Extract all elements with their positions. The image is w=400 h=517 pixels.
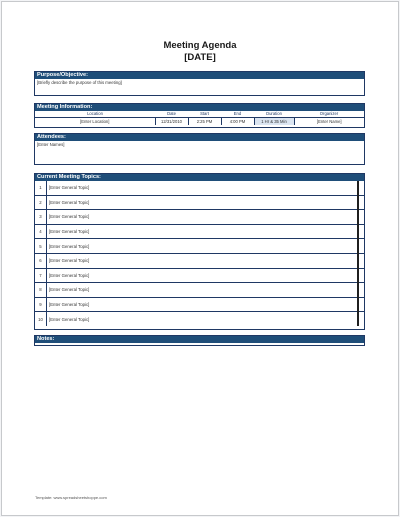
topics-heading: Current Meeting Topics: bbox=[35, 174, 364, 181]
template-credit: Template: www.spreadsheetshoppe.com bbox=[35, 495, 107, 500]
purpose-text[interactable]: [Briefly describe the purpose of this meeting] bbox=[37, 80, 122, 85]
topic-number: 10 bbox=[35, 312, 47, 326]
topic-number: 4 bbox=[35, 224, 47, 239]
topic-number: 3 bbox=[35, 210, 47, 225]
topic-spare-cell bbox=[358, 312, 364, 326]
topic-spare-cell bbox=[358, 268, 364, 283]
table-row bbox=[35, 195, 364, 210]
topic-text[interactable]: [Enter General Topic] bbox=[47, 224, 359, 239]
topic-text[interactable]: [Enter General Topic] bbox=[47, 268, 359, 283]
attendees-heading: Attendees: bbox=[35, 134, 364, 141]
topic-text[interactable]: [Enter General Topic] bbox=[47, 181, 359, 195]
col-location: Location bbox=[35, 111, 155, 118]
topic-spare-cell bbox=[358, 239, 364, 254]
topic-text[interactable]: [Enter General Topic] bbox=[47, 312, 359, 326]
table-row bbox=[35, 253, 364, 268]
col-date: Date bbox=[155, 111, 188, 118]
notes-section bbox=[34, 335, 365, 346]
topic-text[interactable]: [Enter General Topic] bbox=[47, 239, 359, 254]
topic-number: 1 bbox=[35, 181, 47, 195]
table-row bbox=[35, 210, 364, 225]
topic-number: 9 bbox=[35, 297, 47, 312]
topic-spare-cell bbox=[358, 210, 364, 225]
topic-number: 7 bbox=[35, 268, 47, 283]
table-row bbox=[35, 268, 364, 283]
col-organizer: Organizer bbox=[294, 111, 364, 118]
page-date: [DATE] bbox=[184, 52, 216, 63]
topic-text[interactable]: [Enter General Topic] bbox=[47, 253, 359, 268]
duration-value: 1 Hr & 35 Min bbox=[254, 118, 294, 126]
table-row bbox=[35, 239, 364, 254]
start-value[interactable]: 2:25 PM bbox=[188, 118, 221, 126]
table-row bbox=[35, 181, 364, 195]
table-row bbox=[35, 283, 364, 298]
topics-section bbox=[34, 173, 365, 330]
meeting-info-table bbox=[35, 111, 364, 125]
page-title: Meeting Agenda bbox=[163, 40, 237, 51]
table-row bbox=[35, 312, 364, 326]
meeting-info-section bbox=[34, 103, 365, 128]
topic-spare-cell bbox=[358, 253, 364, 268]
topic-text[interactable]: [Enter General Topic] bbox=[47, 297, 359, 312]
col-end: End bbox=[221, 111, 254, 118]
topics-table bbox=[35, 181, 364, 326]
topic-text[interactable]: [Enter General Topic] bbox=[47, 210, 359, 225]
end-value[interactable]: 4:00 PM bbox=[221, 118, 254, 126]
notes-heading: Notes: bbox=[35, 336, 364, 343]
topic-number: 6 bbox=[35, 253, 47, 268]
meeting-info-heading: Meeting Information: bbox=[35, 104, 364, 111]
document-page bbox=[1, 1, 399, 516]
topic-text[interactable]: [Enter General Topic] bbox=[47, 283, 359, 298]
topic-number: 8 bbox=[35, 283, 47, 298]
topic-spare-cell bbox=[358, 224, 364, 239]
col-start: Start bbox=[188, 111, 221, 118]
meeting-info-value-row bbox=[35, 118, 364, 126]
topic-text[interactable]: [Enter General Topic] bbox=[47, 195, 359, 210]
table-row bbox=[35, 224, 364, 239]
col-duration: Duration bbox=[254, 111, 294, 118]
attendees-text[interactable]: [Enter Names] bbox=[37, 142, 65, 147]
purpose-section bbox=[34, 71, 365, 96]
date-value[interactable]: 12/31/2010 bbox=[155, 118, 188, 126]
topic-number: 2 bbox=[35, 195, 47, 210]
topic-spare-cell bbox=[358, 297, 364, 312]
organizer-value[interactable]: [Enter Name] bbox=[294, 118, 364, 126]
topic-spare-cell bbox=[358, 283, 364, 298]
attendees-section bbox=[34, 133, 365, 165]
table-row bbox=[35, 297, 364, 312]
topic-spare-cell bbox=[358, 181, 364, 195]
location-value[interactable]: [Enter Location] bbox=[80, 119, 110, 124]
purpose-heading: Purpose/Objective: bbox=[35, 72, 364, 79]
topic-spare-cell bbox=[358, 195, 364, 210]
topic-number: 5 bbox=[35, 239, 47, 254]
